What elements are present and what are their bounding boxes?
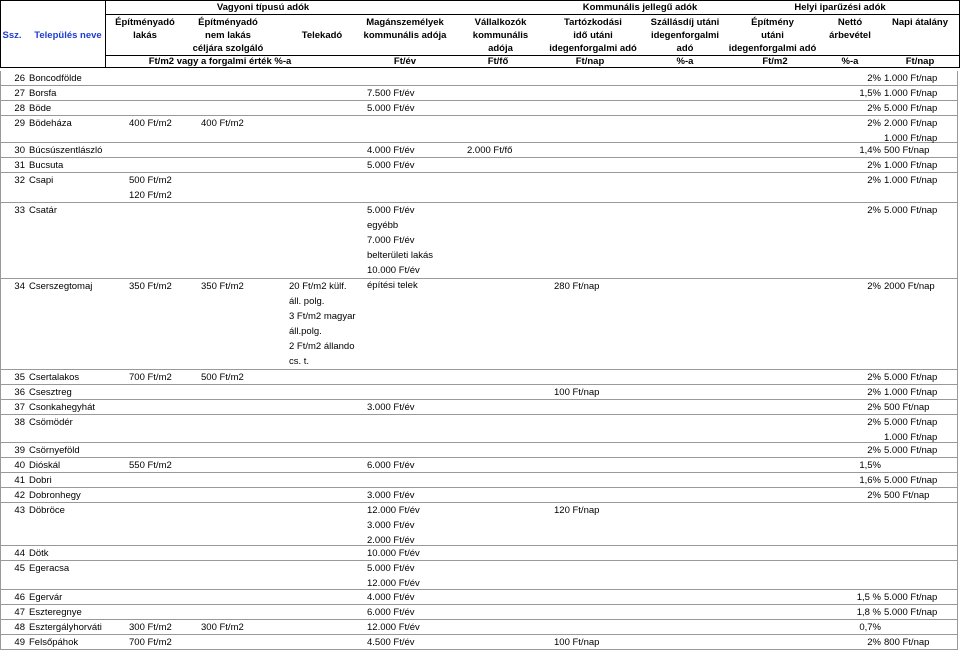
col-ssz: Ssz. — [2, 30, 22, 41]
row-ssz: 30 — [14, 145, 25, 156]
cell-telek: 2 Ft/m2 állando — [289, 341, 355, 352]
row-ssz: 44 — [14, 548, 25, 559]
cell-netto: 1,8 % — [856, 607, 881, 618]
cell-magan: 2.000 Ft/év — [367, 535, 415, 546]
divider — [0, 0, 960, 1]
row-ssz: 41 — [14, 475, 25, 486]
cell-netto: 2% — [867, 281, 881, 292]
col-lakas-2: lakás — [133, 30, 157, 41]
cell-napi: 5.000 Ft/nap — [884, 205, 938, 216]
row-ssz: 32 — [14, 175, 25, 186]
table-row — [0, 458, 958, 473]
cell-napi: 1.000 Ft/nap — [884, 160, 938, 171]
cell-magan: építési telek — [367, 280, 418, 291]
cell-napi: 5.000 Ft/nap — [884, 417, 938, 428]
col-magan-1: Magánszemélyek — [366, 17, 444, 28]
row-ssz: 40 — [14, 460, 25, 471]
col-vallalkozo-3: adója — [488, 43, 513, 54]
cell-lakas: 400 Ft/m2 — [129, 118, 172, 129]
unit-ft-m2: Ft/m2 vagy a forgalmi érték %-a — [148, 56, 292, 67]
cell-lakas: 700 Ft/m2 — [129, 637, 172, 648]
cell-telek: cs. t. — [289, 356, 310, 367]
cell-lakas: 120 Ft/m2 — [129, 190, 172, 201]
row-telepules: Egeracsa — [29, 563, 70, 574]
cell-magan: 4.000 Ft/év — [367, 592, 415, 603]
cell-lakas: 350 Ft/m2 — [129, 281, 172, 292]
cell-magan: 3.000 Ft/év — [367, 402, 415, 413]
row-telepules: Döbröce — [29, 505, 65, 516]
row-ssz: 27 — [14, 88, 25, 99]
cell-netto: 0,7% — [859, 622, 881, 633]
cell-netto: 2% — [867, 73, 881, 84]
cell-magan: 6.000 Ft/év — [367, 460, 415, 471]
cell-netto: 1,6% — [859, 475, 881, 486]
col-nemlakas-2: nem lakás — [205, 30, 251, 41]
cell-napi: 500 Ft/nap — [884, 402, 930, 413]
row-ssz: 45 — [14, 563, 25, 574]
table-row — [0, 71, 958, 86]
cell-netto: 2% — [867, 637, 881, 648]
row-telepules: Csesztreg — [29, 387, 72, 398]
cell-netto: 2% — [867, 402, 881, 413]
cell-telek: áll.polg. — [289, 326, 322, 337]
table-row — [0, 473, 958, 488]
table-row — [0, 158, 958, 173]
table-row — [0, 101, 958, 116]
cell-magan: 12.000 Ft/év — [367, 578, 420, 589]
row-ssz: 31 — [14, 160, 25, 171]
cell-telek: áll. polg. — [289, 296, 325, 307]
row-ssz: 35 — [14, 372, 25, 383]
table-row — [0, 443, 958, 458]
cell-netto: 2% — [867, 387, 881, 398]
cell-magan: 4.000 Ft/év — [367, 145, 415, 156]
cell-tartozkodasi: 100 Ft/nap — [554, 387, 600, 398]
row-telepules: Esztergályhorváti — [29, 622, 102, 633]
cell-magan: 3.000 Ft/év — [367, 490, 415, 501]
col-napi: Napi átalány — [892, 17, 948, 28]
cell-lakas: 700 Ft/m2 — [129, 372, 172, 383]
cell-magan: 7.000 Ft/év — [367, 235, 415, 246]
cell-netto: 1,5% — [859, 460, 881, 471]
table-header — [0, 0, 960, 68]
group-kommunalis: Kommunális jellegű adók — [582, 2, 698, 13]
cell-napi: 5.000 Ft/nap — [884, 475, 938, 486]
cell-magan: 6.000 Ft/év — [367, 607, 415, 618]
row-ssz: 26 — [14, 73, 25, 84]
cell-lakas: 300 Ft/m2 — [129, 622, 172, 633]
cell-magan: 5.000 Ft/év — [367, 160, 415, 171]
table-row — [0, 488, 958, 503]
row-telepules: Dötk — [29, 548, 49, 559]
row-telepules: Felsőpáhok — [29, 637, 79, 648]
cell-magan: 10.000 Ft/év — [367, 265, 420, 276]
row-ssz: 36 — [14, 387, 25, 398]
cell-netto: 2% — [867, 372, 881, 383]
col-telepules: Település neve — [34, 30, 102, 41]
unit-ft-nap: Ft/nap — [575, 56, 605, 67]
cell-netto: 2% — [867, 417, 881, 428]
unit-pct-b: %-a — [841, 56, 859, 67]
cell-napi: 1.000 Ft/nap — [884, 88, 938, 99]
row-ssz: 38 — [14, 417, 25, 428]
divider — [0, 0, 1, 68]
divider — [105, 14, 960, 15]
unit-ft-m2-b: Ft/m2 — [762, 56, 788, 67]
cell-nemlakas: 400 Ft/m2 — [201, 118, 244, 129]
col-telekado: Telekadó — [301, 30, 343, 41]
cell-magan: 5.000 Ft/év — [367, 103, 415, 114]
row-telepules: Egervár — [29, 592, 63, 603]
cell-magan: 5.000 Ft/év — [367, 563, 415, 574]
row-ssz: 42 — [14, 490, 25, 501]
table-row — [0, 605, 958, 620]
row-telepules: Csertalakos — [29, 372, 80, 383]
cell-telek: 3 Ft/m2 magyar — [289, 311, 356, 322]
row-telepules: Böde — [29, 103, 52, 114]
cell-magan: 4.500 Ft/év — [367, 637, 415, 648]
table-row — [0, 415, 958, 443]
unit-pct: %-a — [676, 56, 694, 67]
col-netto-1: Nettó — [837, 17, 863, 28]
cell-lakas: 550 Ft/m2 — [129, 460, 172, 471]
unit-ft-ev: Ft/év — [393, 56, 417, 67]
cell-napi: 500 Ft/nap — [884, 490, 930, 501]
cell-napi: 2000 Ft/nap — [884, 281, 935, 292]
cell-lakas: 500 Ft/m2 — [129, 175, 172, 186]
row-telepules: Bödeháza — [29, 118, 72, 129]
table-row — [0, 503, 958, 546]
col-szallasdij-2: idegenforgalmi — [650, 30, 720, 41]
cell-netto: 2% — [867, 175, 881, 186]
table-row — [0, 385, 958, 400]
cell-magan: egyébb — [367, 220, 399, 231]
cell-tartozkodasi: 280 Ft/nap — [554, 281, 600, 292]
row-ssz: 49 — [14, 637, 25, 648]
col-epitmeny-1: Építmény — [751, 17, 794, 28]
cell-napi: 1.000 Ft/nap — [884, 73, 938, 84]
row-telepules: Csörnyeföld — [29, 445, 80, 456]
row-ssz: 47 — [14, 607, 25, 618]
cell-napi: 1.000 Ft/nap — [884, 387, 938, 398]
row-telepules: Csonkahegyhát — [29, 402, 96, 413]
cell-napi: 1.000 Ft/nap — [884, 133, 938, 144]
group-vagyoni: Vagyoni típusú adók — [216, 2, 310, 13]
table-row — [0, 279, 958, 370]
cell-magan: 5.000 Ft/év — [367, 205, 415, 216]
row-ssz: 28 — [14, 103, 25, 114]
cell-magan: 10.000 Ft/év — [367, 548, 420, 559]
cell-netto: 1,5% — [859, 88, 881, 99]
cell-netto: 2% — [867, 490, 881, 501]
cell-netto: 2% — [867, 445, 881, 456]
row-ssz: 29 — [14, 118, 25, 129]
cell-nemlakas: 350 Ft/m2 — [201, 281, 244, 292]
cell-magan: 7.500 Ft/év — [367, 88, 415, 99]
col-tartozkodasi-3: idegenforgalmi adó — [549, 43, 637, 54]
cell-napi: 5.000 Ft/nap — [884, 372, 938, 383]
row-telepules: Csapi — [29, 175, 54, 186]
row-telepules: Csömödér — [29, 417, 73, 428]
col-nemlakas-1: Építményadó — [198, 17, 258, 28]
table-row — [0, 173, 958, 203]
row-telepules: Dobri — [29, 475, 52, 486]
row-ssz: 33 — [14, 205, 25, 216]
cell-netto: 2% — [867, 205, 881, 216]
row-ssz: 46 — [14, 592, 25, 603]
cell-napi: 5.000 Ft/nap — [884, 607, 938, 618]
cell-napi: 500 Ft/nap — [884, 145, 930, 156]
cell-napi: 1.000 Ft/nap — [884, 432, 938, 443]
col-epitmeny-3: idegenforgalmi adó — [728, 43, 817, 54]
row-ssz: 43 — [14, 505, 25, 516]
cell-magan: 3.000 Ft/év — [367, 520, 415, 531]
unit-ft-fo: Ft/fő — [487, 56, 509, 67]
row-telepules: Dióskál — [29, 460, 61, 471]
col-netto-2: árbevétel — [829, 30, 871, 41]
row-ssz: 34 — [14, 281, 25, 292]
col-tartozkodasi-2: idő utáni — [573, 30, 613, 41]
row-telepules: Bucsuta — [29, 160, 64, 171]
row-ssz: 48 — [14, 622, 25, 633]
cell-napi: 5.000 Ft/nap — [884, 592, 938, 603]
cell-tartozkodasi: 120 Ft/nap — [554, 505, 600, 516]
row-telepules: Eszteregnye — [29, 607, 82, 618]
cell-napi: 5.000 Ft/nap — [884, 445, 938, 456]
row-telepules: Csatár — [29, 205, 57, 216]
divider — [105, 0, 106, 68]
table-row — [0, 546, 958, 561]
cell-napi: 5.000 Ft/nap — [884, 103, 938, 114]
table-row — [0, 370, 958, 385]
col-vallalkozo-1: Vállalkozók — [474, 17, 527, 28]
col-szallasdij-3: adó — [676, 43, 694, 54]
table-row — [0, 86, 958, 101]
row-telepules: Borsfa — [29, 88, 57, 99]
col-szallasdij-1: Szállásdíj utáni — [650, 17, 720, 28]
group-helyi: Helyi iparűzési adók — [794, 2, 886, 13]
row-telepules: Dobronhegy — [29, 490, 81, 501]
cell-nemlakas: 300 Ft/m2 — [201, 622, 244, 633]
cell-tartozkodasi: 100 Ft/nap — [554, 637, 600, 648]
cell-magan: 12.000 Ft/év — [367, 622, 420, 633]
cell-napi: 1.000 Ft/nap — [884, 175, 938, 186]
col-vallalkozo-2: kommunális — [472, 30, 529, 41]
row-ssz: 37 — [14, 402, 25, 413]
cell-netto: 1,5 % — [856, 592, 881, 603]
cell-napi: 2.000 Ft/nap — [884, 118, 938, 129]
row-ssz: 39 — [14, 445, 25, 456]
cell-netto: 2% — [867, 160, 881, 171]
cell-napi: 800 Ft/nap — [884, 637, 930, 648]
row-telepules: Cserszegtomaj — [29, 281, 93, 292]
table-row — [0, 590, 958, 605]
col-lakas-1: Építményadó — [115, 17, 175, 28]
table-row — [0, 620, 958, 635]
cell-netto: 2% — [867, 118, 881, 129]
row-telepules: Búcsúszentlászló — [29, 145, 103, 156]
cell-netto: 1,4% — [859, 145, 881, 156]
col-nemlakas-3: céljára szolgáló — [192, 43, 264, 54]
cell-vallalkozo: 2.000 Ft/fő — [467, 145, 513, 156]
table-row — [0, 561, 958, 590]
col-epitmeny-2: utáni — [761, 30, 784, 41]
table-row — [0, 143, 958, 158]
col-tartozkodasi-1: Tartózkodási — [564, 17, 622, 28]
cell-magan: belterületi lakás — [367, 250, 434, 261]
cell-telek: 20 Ft/m2 külf. — [289, 281, 347, 292]
cell-netto: 2% — [867, 103, 881, 114]
table-row — [0, 116, 958, 143]
cell-nemlakas: 500 Ft/m2 — [201, 372, 244, 383]
cell-magan: 12.000 Ft/év — [367, 505, 420, 516]
row-telepules: Boncodfölde — [29, 73, 82, 84]
col-magan-2: kommunális adója — [363, 30, 447, 41]
table-row — [0, 400, 958, 415]
table-row — [0, 635, 958, 650]
unit-ft-nap-b: Ft/nap — [905, 56, 935, 67]
